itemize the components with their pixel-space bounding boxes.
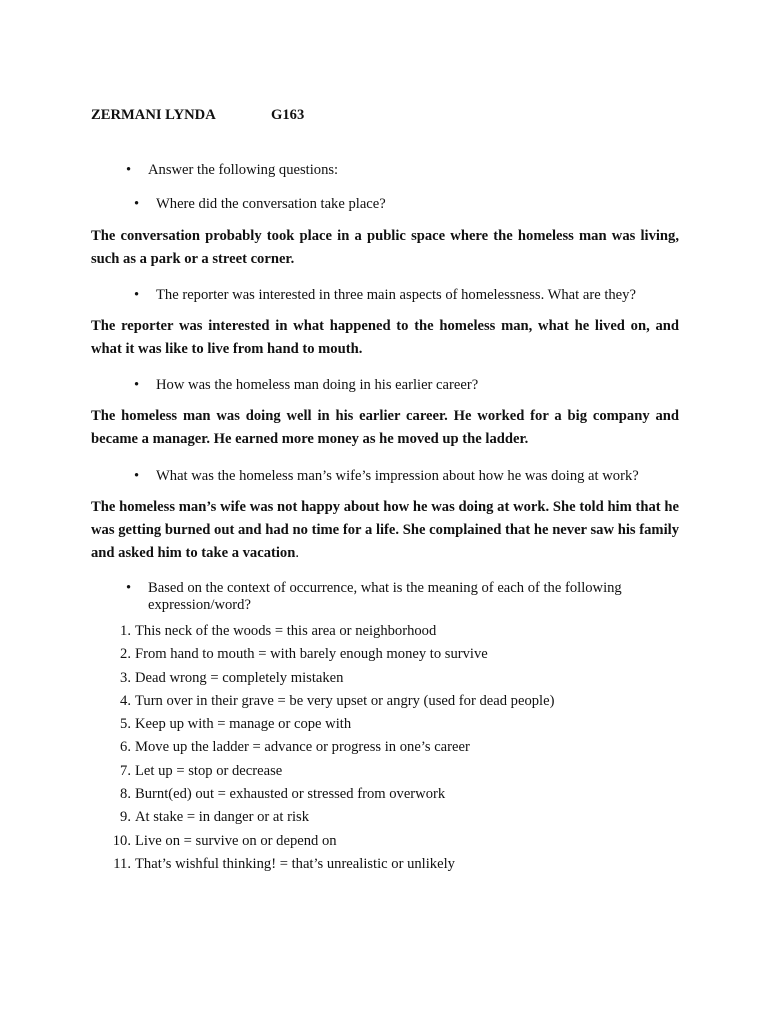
- term-number: 6.: [120, 739, 131, 756]
- question-item: [134, 194, 386, 214]
- term-text: From hand to mouth = with barely enough money to survive: [135, 646, 488, 663]
- term-number: 8.: [120, 786, 131, 803]
- student-group: G163: [271, 107, 305, 123]
- term-text: This neck of the woods = this area or neighborhood: [135, 623, 437, 639]
- term-item: [91, 644, 691, 667]
- term-number: 9.: [120, 809, 131, 826]
- answer-paragraph: The conversation probably took place in a public space where the homeless man was living, such as a park or a street corner.: [91, 228, 679, 267]
- term-item: [91, 831, 691, 854]
- term-item: [91, 668, 691, 691]
- term-text: Live on = survive on or depend on: [135, 832, 337, 849]
- student-name: ZERMANI LYNDA: [91, 107, 216, 123]
- term-text: Move up the ladder = advance or progress in one’s career: [135, 739, 470, 756]
- term-number: 4.: [120, 692, 131, 709]
- term-number: 3.: [120, 669, 131, 686]
- question-text: How was the homeless man doing in his earlier career?: [156, 377, 479, 393]
- intro-bullet: [126, 160, 339, 180]
- term-text: Burnt(ed) out = exhausted or stressed from overwork: [135, 786, 446, 803]
- bullet-icon: •: [134, 287, 140, 303]
- term-item: [91, 621, 691, 644]
- bullet-icon: •: [134, 196, 140, 212]
- question-item: [134, 285, 636, 305]
- bullet-icon: •: [126, 162, 132, 178]
- term-number: 1.: [120, 623, 131, 639]
- term-number: 11.: [113, 855, 131, 872]
- question-text: What was the homeless man’s wife’s impression about how he was doing at work?: [156, 468, 639, 484]
- terms-list: [91, 621, 691, 877]
- document-header: [91, 107, 304, 124]
- question-text: Where did the conversation take place?: [156, 196, 386, 212]
- term-item: [91, 761, 691, 784]
- term-text: At stake = in danger or at risk: [135, 809, 309, 826]
- bullet-icon: •: [134, 468, 140, 484]
- term-text: Turn over in their grave = be very upset or angry (used for dead people): [135, 692, 555, 709]
- question-text: The reporter was interested in three main aspects of homelessness. What are they?: [156, 287, 636, 303]
- vocab-prompt-text: Based on the context of occurrence, what is the meaning of each of the following expression/word?: [148, 580, 622, 613]
- term-text: Let up = stop or decrease: [135, 762, 283, 779]
- question-item: [134, 466, 639, 486]
- answer-text: The homeless man’s wife was not happy about how he was doing at work. She told him that he was getting burned out and had no time for a life. She complained that he never saw his family and asked him to take a vacation: [91, 499, 679, 561]
- term-number: 10.: [112, 832, 131, 849]
- term-text: Dead wrong = completely mistaken: [135, 669, 344, 686]
- answer-paragraph: The homeless man was doing well in his earlier career. He worked for a big company and became a manager. He earned more money as he moved up the ladder.: [91, 408, 679, 447]
- answer-tail: .: [295, 545, 299, 561]
- term-item: [91, 854, 691, 877]
- term-text: Keep up with = manage or cope with: [135, 716, 352, 733]
- intro-text: Answer the following questions:: [148, 162, 339, 178]
- question-item: [134, 375, 479, 395]
- term-item: [91, 784, 691, 807]
- term-number: 7.: [120, 762, 131, 779]
- bullet-icon: •: [126, 580, 132, 596]
- term-item: [91, 737, 691, 760]
- answer-paragraph: [91, 496, 679, 565]
- term-number: 2.: [120, 646, 131, 663]
- term-item: [91, 714, 691, 737]
- term-number: 5.: [120, 716, 131, 733]
- bullet-icon: •: [134, 377, 140, 393]
- vocab-prompt-bullet: [126, 580, 678, 614]
- term-text: That’s wishful thinking! = that’s unrealistic or unlikely: [135, 855, 455, 872]
- answer-paragraph: The reporter was interested in what happened to the homeless man, what he lived on, and what it was like to live from hand to mouth.: [91, 318, 679, 357]
- term-item: [91, 691, 691, 714]
- term-item: [91, 807, 691, 830]
